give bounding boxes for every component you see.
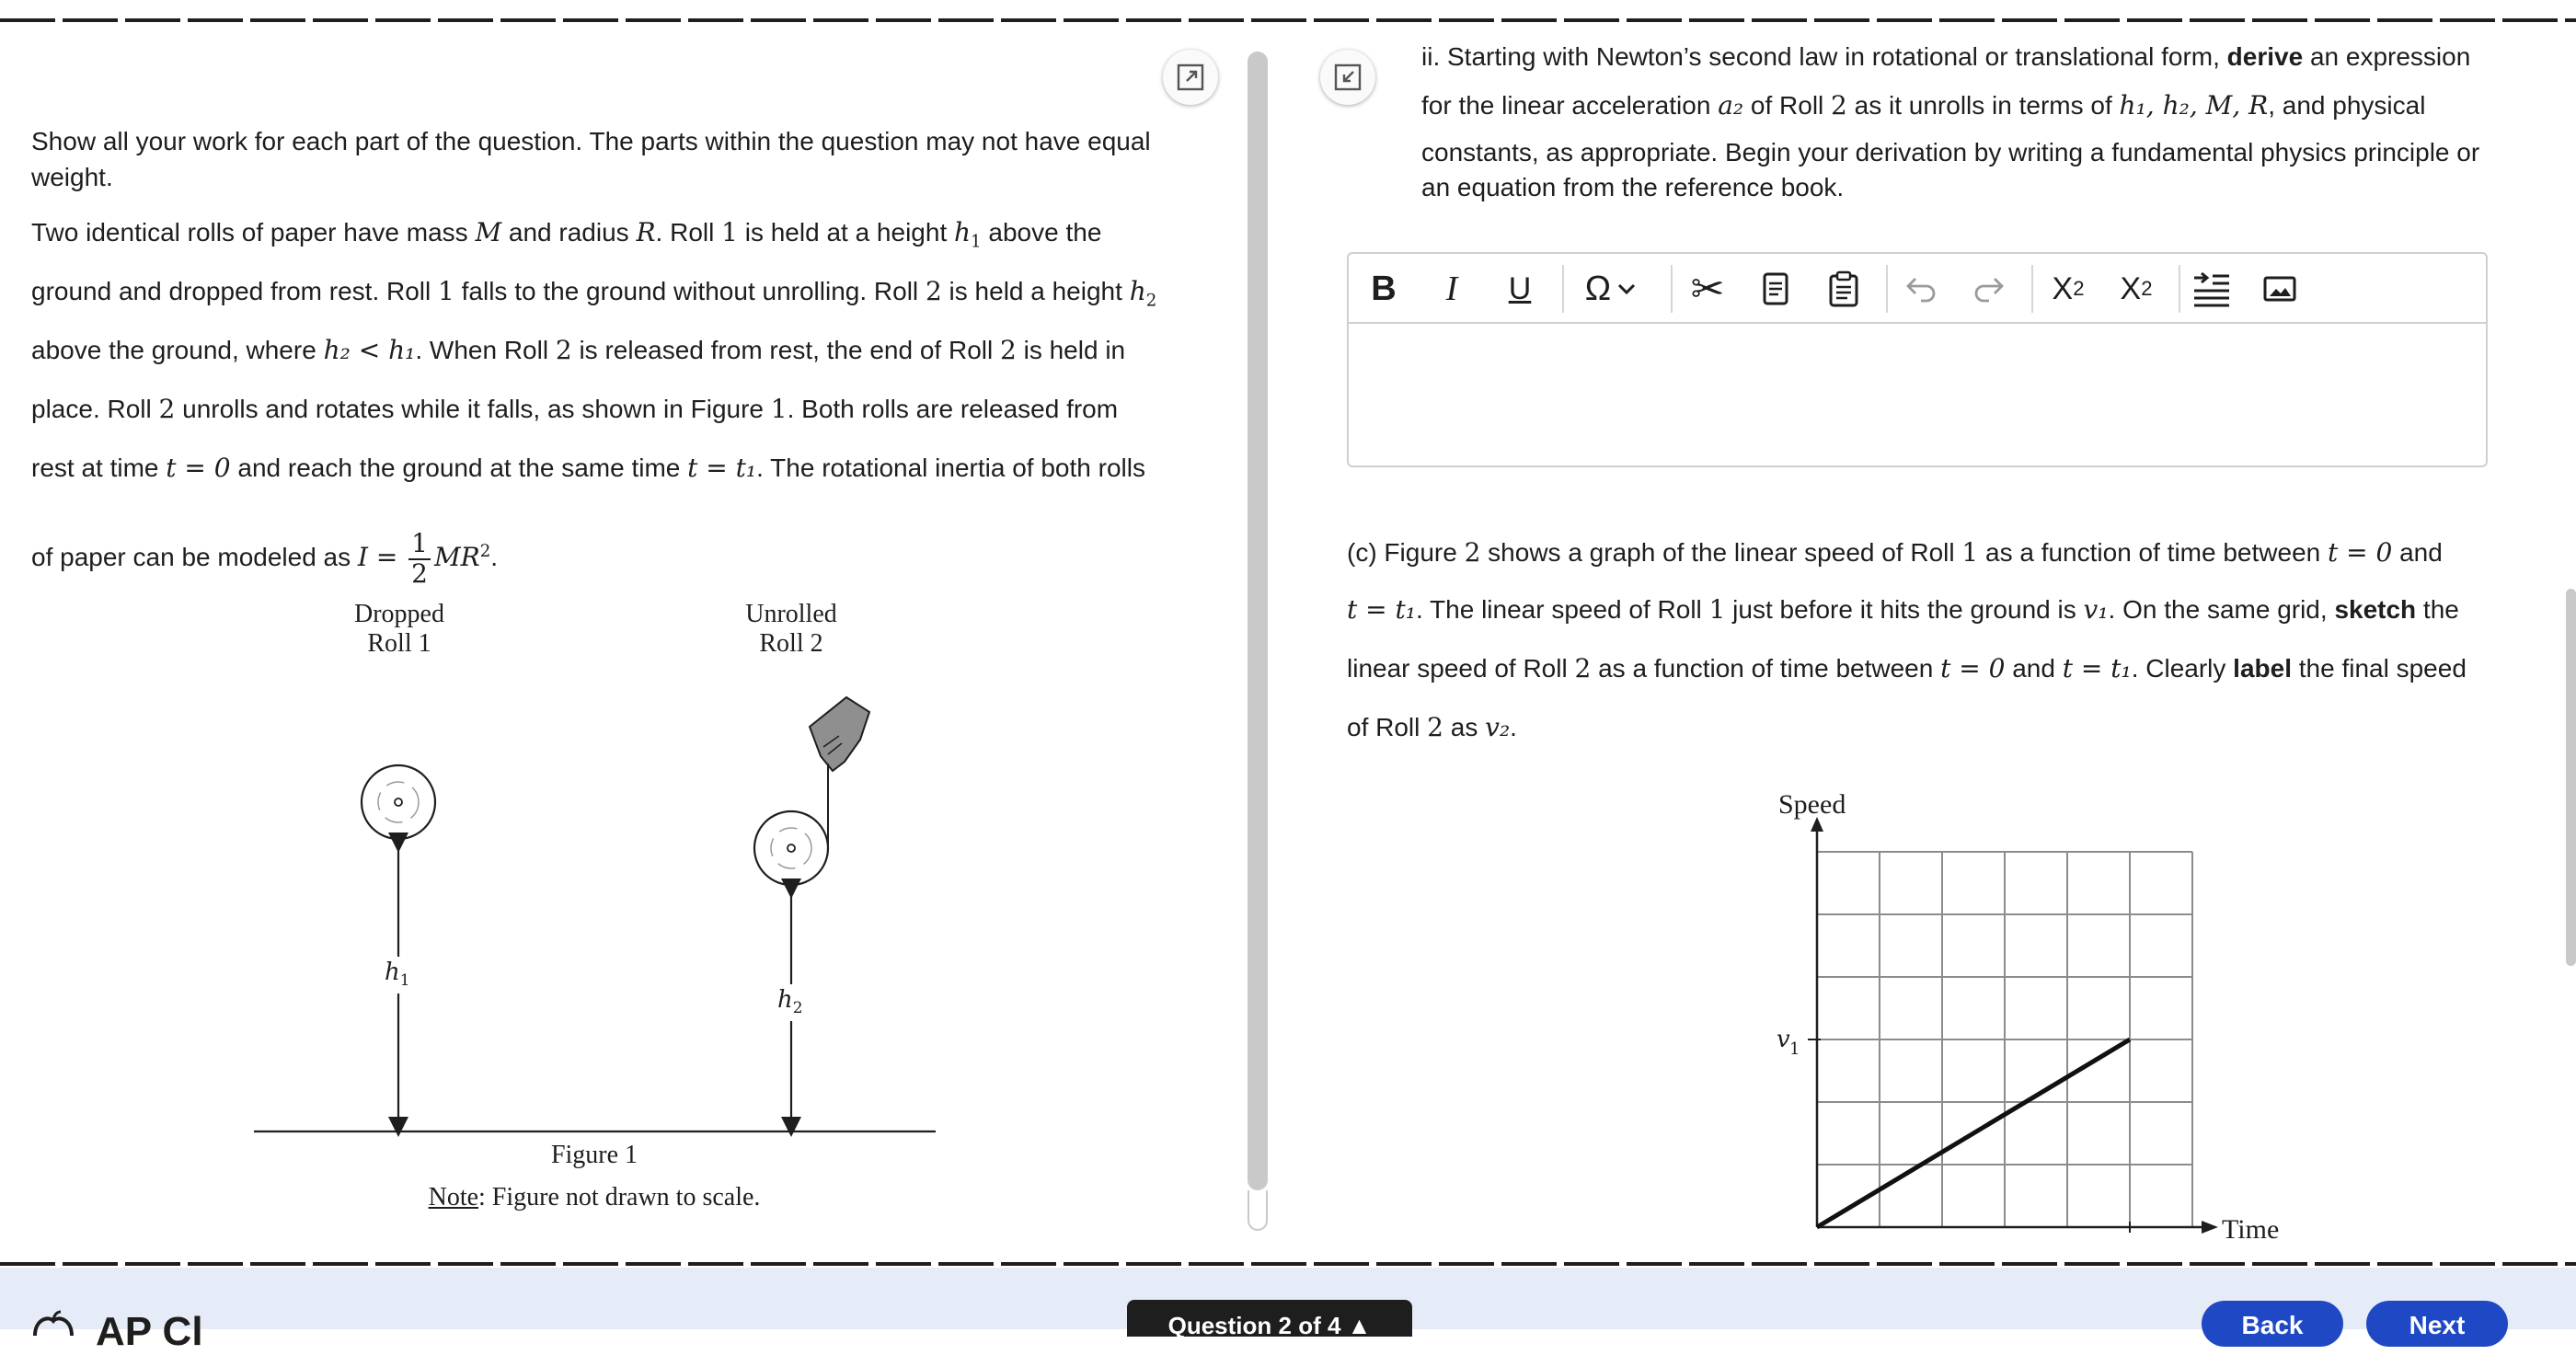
text: of Roll	[1743, 91, 1832, 120]
figure-1-note	[318, 1183, 870, 1212]
superscript-mark: 2	[2073, 277, 2085, 300]
fraction-one-half	[408, 530, 431, 589]
text: sketch	[2334, 595, 2417, 624]
math-1: 1	[721, 217, 738, 247]
collapse-pane-button[interactable]	[1320, 50, 1375, 105]
left-pane-scroll-end	[1248, 1190, 1268, 1231]
text: ii. Starting with Newton’s second law in rotational or translational form,	[1421, 42, 2227, 71]
toolbar-separator	[1671, 265, 1673, 313]
text: unrolls and rotates while it falls, as shown in Figure	[175, 395, 771, 423]
text: above the	[981, 218, 1102, 247]
text: . The linear speed of Roll	[1416, 595, 1709, 624]
math-2: 2	[1464, 537, 1481, 568]
text: shows a graph of the linear speed of Roll	[1480, 538, 1962, 567]
math-v1: v₁	[2083, 594, 2109, 625]
indent-icon	[2192, 270, 2231, 307]
y-axis-label: Speed	[1778, 789, 1846, 820]
text: .	[490, 543, 499, 572]
text: above the ground, where	[31, 336, 324, 364]
problem-line-5	[31, 453, 1145, 483]
math-t1: t = t₁	[687, 453, 757, 483]
toolbar-separator	[2179, 265, 2180, 313]
text: ground and dropped from rest. Roll	[31, 277, 439, 305]
text: and	[2005, 654, 2063, 683]
chevron-up-icon: ▲	[1347, 1312, 1372, 1339]
label-line: Roll 2	[759, 629, 823, 658]
toolbar-separator	[1562, 265, 1564, 313]
math-1: 1	[438, 276, 454, 306]
text: label	[2233, 654, 2292, 683]
math-1: 1	[770, 394, 788, 424]
math-1: 1	[1708, 594, 1726, 625]
figure-label-dropped	[307, 600, 491, 659]
math-R: R	[636, 217, 656, 247]
math-t1: t = t₁	[2062, 653, 2132, 683]
text: h	[385, 959, 400, 986]
text: falls to the ground without unrolling. Roll	[454, 277, 926, 305]
top-dashed-rule	[0, 18, 2576, 22]
part-ii-line-1	[1421, 42, 2470, 72]
math-M: M	[475, 217, 502, 247]
h2-label	[777, 986, 803, 1016]
math-t0: t = 0	[2328, 537, 2393, 568]
copy-button[interactable]	[1750, 265, 1801, 313]
back-button[interactable]: Back	[2202, 1301, 2343, 1347]
question-response-pane	[1320, 24, 2562, 1245]
omega-icon: Ω	[1584, 269, 1612, 308]
part-c-line-3	[1347, 653, 2467, 683]
math-sub: 1	[971, 232, 982, 252]
text: for the linear acceleration	[1421, 91, 1719, 120]
text: h	[777, 986, 793, 1014]
expand-pane-button[interactable]	[1163, 50, 1218, 105]
collapse-icon	[1333, 63, 1363, 92]
text: place. Roll	[31, 395, 159, 423]
y-tick-label-v1: v	[1777, 1026, 1790, 1053]
problem-line-6	[31, 530, 498, 589]
text: . Clearly	[2131, 654, 2234, 683]
roll-1-paper-roll	[362, 765, 435, 839]
part-ii-line-4: an equation from the reference book.	[1421, 173, 1845, 201]
subscript-mark: 2	[2141, 277, 2153, 300]
math-vars: h₁, h₂, M, R	[2119, 90, 2269, 121]
indent-button[interactable]	[2186, 265, 2237, 313]
text: as	[1443, 713, 1486, 741]
text: . When Roll	[415, 336, 556, 364]
text: rest at time	[31, 454, 167, 482]
part-c-line-2	[1347, 594, 2459, 625]
math-2: 2	[1831, 90, 1847, 121]
text: the	[2416, 595, 2459, 624]
math-t1: t = t₁	[1347, 594, 1416, 625]
series-line-roll-1	[1817, 1039, 2130, 1227]
text: is held a height	[941, 277, 1130, 305]
text: is held at a height	[737, 218, 954, 247]
note-label: Note	[428, 1183, 479, 1211]
label-line: Roll 1	[367, 629, 431, 658]
text: just before it hits the ground is	[1725, 595, 2084, 624]
chevron-down-icon	[1616, 279, 1637, 299]
text: and radius	[501, 218, 637, 247]
text: .	[1510, 713, 1517, 741]
text: as it unrolls in terms of	[1846, 91, 2120, 120]
figure-1-caption: Figure 1	[550, 1141, 638, 1169]
undo-icon	[1904, 275, 1938, 303]
fraction-denominator: 2	[411, 557, 428, 589]
image-icon	[2263, 275, 2296, 303]
math-2: 2	[158, 394, 176, 424]
x-axis-label: Time	[2222, 1214, 2280, 1245]
text: is held in	[1016, 336, 1126, 364]
math-sub: 2	[1145, 291, 1157, 311]
text: derive	[2226, 42, 2304, 71]
bold-button[interactable]: B	[1371, 269, 1397, 308]
right-pane-scrollbar[interactable]	[2566, 589, 2576, 966]
italic-button[interactable]: I	[1445, 270, 1458, 308]
special-characters-button[interactable]	[1570, 265, 1652, 313]
hand-holding-paper-icon	[810, 697, 869, 771]
question-stimulus-pane	[0, 24, 1246, 1258]
text: an expression	[2303, 42, 2471, 71]
roll-2-paper-roll	[754, 811, 828, 885]
redo-button[interactable]	[1963, 265, 2015, 313]
part-ii-line-3: constants, as appropriate. Begin your derivation by writing a fundamental physics principle or	[1421, 138, 2480, 167]
text: as a function of time between	[1978, 538, 2328, 567]
part-c-line-1	[1347, 537, 2443, 568]
insert-image-button[interactable]	[2254, 265, 2306, 313]
ap-classroom-logo: AP Cl	[96, 1309, 203, 1354]
rich-text-toolbar	[1347, 252, 2488, 324]
toolbar-separator	[1886, 265, 1888, 313]
math-2: 2	[1427, 712, 1443, 742]
math-2: 2	[1574, 653, 1592, 683]
math-2: 2	[555, 335, 572, 365]
math-v2: v₂	[1485, 712, 1511, 742]
underline-button[interactable]: U	[1508, 270, 1532, 306]
paste-button[interactable]	[1818, 265, 1869, 313]
text: of paper can be modeled as	[31, 543, 358, 572]
text: . Roll	[655, 218, 722, 247]
math-I: I =	[357, 542, 398, 573]
left-pane-scrollbar[interactable]	[1248, 52, 1268, 1190]
problem-line-2	[31, 276, 1156, 311]
bottom-dashed-rule	[0, 1262, 2576, 1266]
text: as a function of time between	[1591, 654, 1941, 683]
toolbar-separator	[2031, 265, 2033, 313]
text: (c) Figure	[1347, 538, 1465, 567]
x-axis-arrowhead	[2202, 1221, 2218, 1234]
next-button[interactable]: Next	[2366, 1301, 2508, 1347]
math-2: 2	[925, 276, 942, 306]
text: . The rotational inertia of both rolls	[756, 454, 1145, 482]
problem-line-4	[31, 394, 1118, 424]
response-text-area[interactable]	[1347, 324, 2488, 467]
problem-line-1	[31, 217, 1101, 252]
math-sup: 2	[479, 541, 491, 561]
copy-icon	[1759, 270, 1792, 307]
h1-label	[385, 959, 410, 989]
text: and reach the ground at the same time	[230, 454, 688, 482]
figure-1-diagram	[0, 653, 1246, 1168]
problem-line-3	[31, 335, 1125, 365]
text: 2	[792, 998, 803, 1017]
text: . Both rolls are released from	[787, 395, 1119, 423]
math-2: 2	[1000, 335, 1017, 365]
question-nav-label: Question 2 of 4	[1167, 1312, 1341, 1339]
text: the final speed	[2291, 654, 2467, 683]
text: Two identical rolls of paper have mass	[31, 218, 476, 247]
label-line: Dropped	[354, 600, 444, 628]
cut-button[interactable]: ✂	[1690, 266, 1725, 312]
label-line: Unrolled	[745, 600, 837, 628]
figure-label-unrolled	[699, 600, 883, 659]
math-inequality: h₂ < h₁	[323, 335, 416, 365]
math-t0: t = 0	[166, 453, 231, 483]
math-MR: MR	[433, 542, 480, 573]
superscript-icon: X	[2052, 270, 2074, 306]
part-ii-line-2	[1421, 90, 2425, 121]
math-a2: a₂	[1718, 90, 1744, 121]
y-tick-label-sub: 1	[1789, 1039, 1800, 1059]
undo-button[interactable]	[1895, 265, 1947, 313]
text: , and physical	[2268, 91, 2426, 120]
redo-icon	[1972, 275, 2006, 303]
text: 1	[399, 970, 410, 990]
fraction-numerator: 1	[408, 530, 431, 560]
math-t0: t = 0	[1940, 653, 2006, 683]
math-h: h	[954, 217, 972, 247]
subscript-icon: X	[2120, 270, 2142, 306]
instructions-text: Show all your work for each part of the question. The parts within the question may not have equal weight.	[31, 127, 1151, 192]
subscript-button[interactable]	[2110, 265, 2162, 313]
math-1: 1	[1961, 537, 1979, 568]
text: . On the same grid,	[2108, 595, 2335, 624]
text: and	[2392, 538, 2443, 567]
apple-logo-icon	[26, 1308, 81, 1345]
paste-icon	[1827, 270, 1860, 307]
text: linear speed of Roll	[1347, 654, 1575, 683]
math-h: h	[1129, 276, 1146, 306]
text: is released from rest, the end of Roll	[571, 336, 1000, 364]
text: of Roll	[1347, 713, 1428, 741]
part-c-line-4	[1347, 712, 1517, 742]
note-text: : Figure not drawn to scale.	[478, 1183, 761, 1211]
speed-time-chart	[1596, 778, 2280, 1245]
expand-icon	[1176, 63, 1205, 92]
question-navigator-button[interactable]	[1127, 1300, 1412, 1337]
superscript-button[interactable]	[2042, 265, 2094, 313]
